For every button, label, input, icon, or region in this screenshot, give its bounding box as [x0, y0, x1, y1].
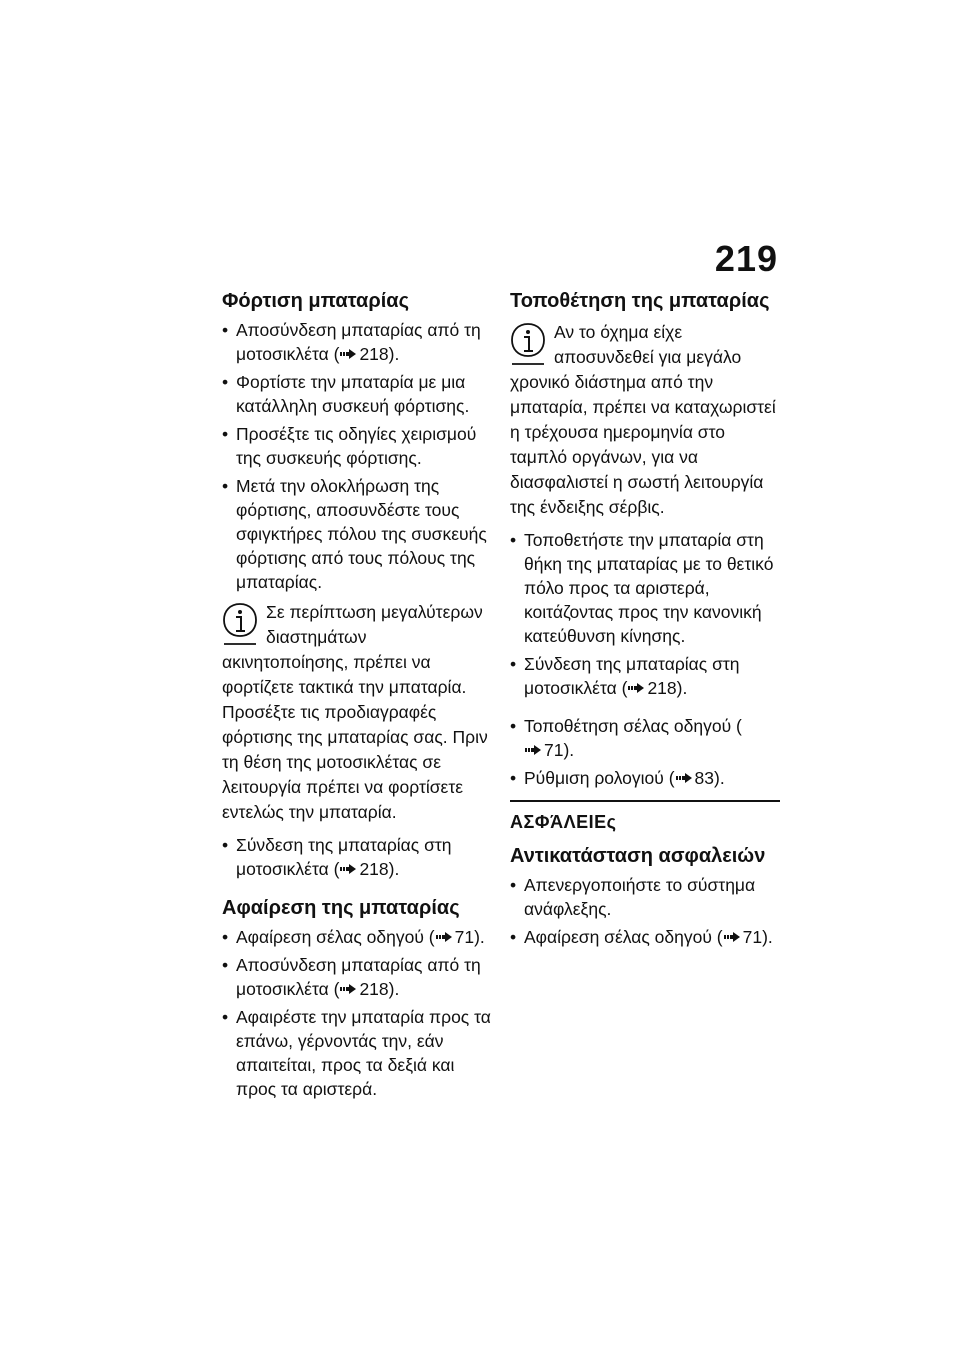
list-item	[510, 873, 780, 921]
list-item	[510, 925, 780, 949]
arrow-right-icon	[628, 682, 644, 694]
post-install-list	[510, 714, 780, 790]
page-reference-link[interactable]	[675, 766, 714, 790]
list-item-text: Μετά την ολοκλήρωση της φόρτισης, αποσυνδέστε τους σφιγκτήρες πόλου της συσκευής φόρτισης από τους πόλους της μπαταρίας.	[236, 476, 487, 592]
list-item	[222, 833, 494, 881]
list-item-text: Φορτίστε την μπαταρία με μια κατάλληλη συσκευή φόρτισης.	[236, 372, 470, 416]
page-reference-number: 83	[694, 768, 715, 788]
arrow-right-icon	[340, 348, 356, 360]
list-item	[222, 925, 494, 949]
section-divider	[510, 800, 780, 802]
list-item-text: Σύνδεση της μπαταρίας στη μοτοσικλέτα (	[236, 835, 452, 879]
page-reference-number: 71	[742, 927, 763, 947]
page-reference-link[interactable]	[627, 676, 676, 700]
section-title-fuses: ΑΣΦΆΛΕΙΕς	[510, 812, 617, 832]
list-item-tail: ).	[676, 678, 688, 698]
list-item-tail: ).	[388, 859, 400, 879]
list-item	[510, 652, 780, 700]
page-reference-link[interactable]	[339, 977, 388, 1001]
arrow-right-icon	[340, 983, 356, 995]
left-column	[222, 288, 494, 1105]
arrow-right-icon	[340, 863, 356, 875]
page-reference-link[interactable]	[339, 857, 388, 881]
removal-steps-list	[222, 925, 494, 1101]
list-item-tail: ).	[563, 740, 575, 760]
list-item-tail: ).	[474, 927, 485, 947]
page-reference-link[interactable]	[339, 342, 388, 366]
list-item	[222, 474, 494, 594]
info-icon	[510, 322, 546, 366]
list-item-text: Αφαιρέστε την μπαταρία προς τα επάνω, γέρνοντάς την, εάν απαιτείται, προς τα δεξιά και προς τα αριστερά.	[236, 1007, 491, 1099]
list-item-text: Απενεργοποιήστε το σύστημα ανάφλεξης.	[524, 875, 756, 919]
arrow-right-icon	[436, 931, 452, 943]
list-item-text: Σύνδεση της μπαταρίας στη μοτοσικλέτα (	[524, 654, 740, 698]
list-item	[510, 766, 780, 790]
arrow-right-icon	[525, 744, 541, 756]
charging-steps-list	[222, 318, 494, 594]
page-reference-number: 218	[359, 859, 389, 879]
page-number: 219	[714, 238, 778, 279]
list-item-tail: ).	[388, 344, 400, 364]
list-item-text: Ρύθμιση ρολογιού (	[524, 768, 675, 788]
heading-fuse-replacement: Αντικατάσταση ασφαλειών	[510, 845, 766, 867]
list-item	[510, 714, 780, 762]
list-item-tail: ).	[714, 768, 725, 788]
info-icon	[222, 602, 258, 646]
heading-battery-installation: Τοποθέτηση της μπαταρίας	[510, 290, 770, 312]
list-item	[222, 953, 494, 1001]
list-item-text: Αφαίρεση σέλας οδηγού (	[236, 927, 435, 947]
list-item-text: Τοποθέτηση σέλας οδηγού (	[524, 716, 742, 736]
note-text: Αν το όχημα είχε αποσυνδεθεί για μεγάλο χρονικό διάστημα από την μπαταρία, πρέπει να καταχωριστεί η τρέχουσα ημερομηνία στο ταμπλό οργάνων, για να διασφαλιστεί η σωστή λειτουργία της ένδειξης σέρβις.	[510, 322, 776, 517]
page-reference-number: 218	[647, 678, 677, 698]
page-reference-number: 218	[359, 979, 389, 999]
list-item-text: Προσέξτε τις οδηγίες χειρισμού της συσκευής φόρτισης.	[236, 424, 477, 468]
list-item-text: Τοποθετήστε την μπαταρία στη θήκη της μπαταρίας με το θετικό πόλο προς τα αριστερά, κοιτάζοντας προς την κανονική κατεύθυνση κίνησης.	[524, 530, 774, 646]
arrow-right-icon	[676, 772, 692, 784]
list-item	[222, 1005, 494, 1101]
reconnect-list	[222, 833, 494, 881]
info-note	[222, 600, 494, 825]
fuse-steps-list	[510, 873, 780, 949]
list-item	[510, 528, 780, 648]
heading-battery-charging: Φόρτιση μπαταρίας	[222, 290, 409, 312]
arrow-right-icon	[724, 931, 740, 943]
page-reference-number: 218	[359, 344, 389, 364]
list-item-tail: ).	[762, 927, 773, 947]
installation-steps-list	[510, 528, 780, 700]
page-reference-number: 71	[454, 927, 475, 947]
list-item-text: Αποσύνδεση μπαταρίας από τη μοτοσικλέτα (	[236, 320, 481, 364]
list-item	[222, 370, 494, 418]
page-reference-link[interactable]	[723, 925, 762, 949]
note-text: Σε περίπτωση μεγαλύτερων διαστημάτων ακινητοποίησης, πρέπει να φορτίζετε τακτικά την μπαταρία. Προσέξτε τις προδιαγραφές φόρτισης της μπαταρίας σας. Πριν τη θέση της μοτοσικλέτας σε λειτουργία πρέπει να φορτίσετε εντελώς την μπαταρία.	[222, 602, 488, 822]
list-item	[222, 422, 494, 470]
list-item	[222, 318, 494, 366]
list-item-tail: ).	[388, 979, 400, 999]
list-item-text: Αφαίρεση σέλας οδηγού (	[524, 927, 723, 947]
info-note	[510, 320, 780, 520]
heading-battery-removal: Αφαίρεση της μπαταρίας	[222, 897, 460, 919]
list-item-text: Αποσύνδεση μπαταρίας από τη μοτοσικλέτα (	[236, 955, 481, 999]
page-reference-number: 71	[544, 740, 564, 760]
page-reference-link[interactable]	[435, 925, 474, 949]
page-reference-link[interactable]	[524, 738, 563, 762]
right-column	[510, 288, 780, 953]
